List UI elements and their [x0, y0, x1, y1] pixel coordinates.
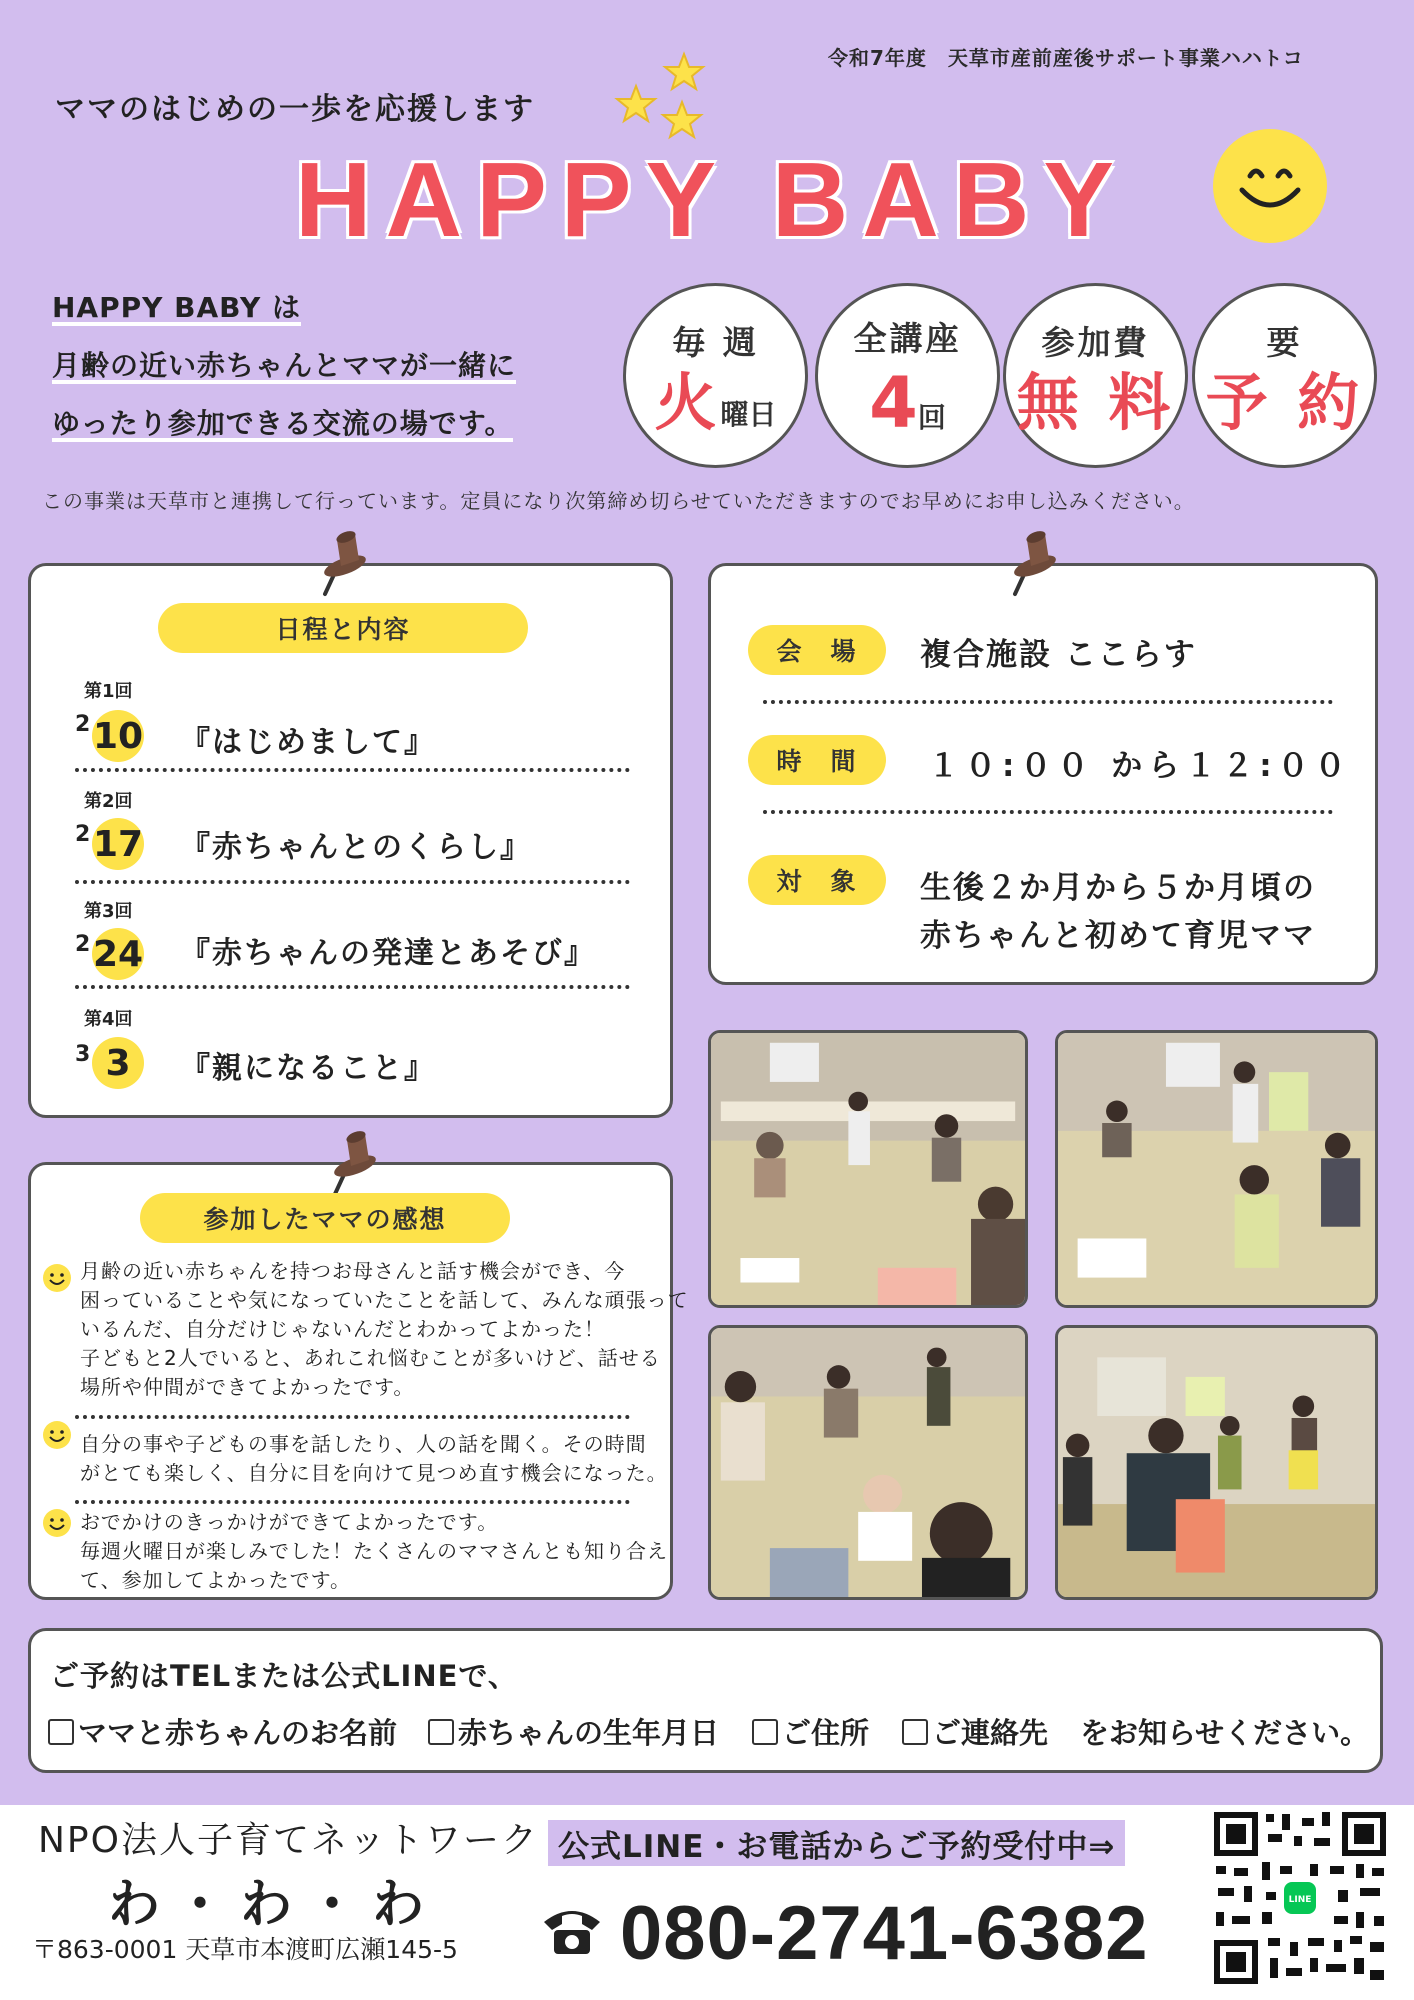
badge-sessions: 全講座 4回	[815, 283, 1000, 468]
venue-label: 会 場	[748, 625, 886, 675]
checkbox-icon	[428, 1719, 454, 1745]
impressions-heading: 参加したママの感想	[140, 1193, 510, 1243]
time-value: １０:００ から１２:００	[928, 748, 1352, 784]
badge-fee: 参加費 無 料	[1003, 283, 1188, 468]
event-photo	[1055, 1325, 1378, 1600]
pushpin-icon	[315, 530, 375, 598]
checklist-item: 赤ちゃんの生年月日	[428, 1711, 719, 1752]
session-2-title: 『赤ちゃんとのくらし』	[180, 830, 532, 865]
checklist-item: ご住所	[752, 1711, 869, 1752]
notice-text: この事業は天草市と連携して行っています。定員になり次第締め切らせていただきますのでお早めにお申し込みください。	[42, 489, 1195, 513]
line-callout: 公式LINE・お電話からご予約受付中⇒	[548, 1820, 1125, 1866]
session-4-label: 第4回	[84, 1009, 133, 1030]
tagline: ママのはじめの一歩を応援します	[55, 92, 535, 127]
divider	[763, 810, 1333, 814]
time-label: 時 間	[748, 735, 886, 785]
impression-3: おでかけのきっかけができてよかったです。 毎週火曜日が楽しみでした！たくさんのママさんとも知り合え て、参加してよかったです。	[80, 1510, 668, 1592]
impression-1: 月齢の近い赤ちゃんを持つお母さんと話す機会ができ、今 困っていることや気になっていたことを話して、みんな頑張って いるんだ、自分だけじゃないんだとわかってよかった！ 子どもと2人でいると、あれこれ悩むことが多いけど、話せる 場所や仲間ができてよかったです。	[80, 1259, 689, 1399]
session-4-day: 3	[92, 1037, 144, 1089]
smiley-icon	[42, 1263, 72, 1293]
event-photo	[708, 1325, 1028, 1600]
session-3-label: 第3回	[84, 901, 133, 922]
schedule-heading: 日程と内容	[158, 603, 528, 653]
impression-2: 自分の事や子どもの事を話したり、人の話を聞く。その時間 がとても楽しく、自分に目を向けて見つめ直す機会になった。	[80, 1432, 668, 1485]
pushpin-icon	[1005, 530, 1065, 598]
session-3-day: 24	[92, 928, 144, 980]
telephone-icon	[540, 1904, 604, 1956]
intro-line-1: HAPPY BABY は	[52, 291, 302, 324]
qr-line-badge: LINE	[1288, 1895, 1312, 1905]
event-photo	[1055, 1030, 1378, 1308]
session-2-month: 2	[75, 822, 91, 847]
session-1-day: 10	[92, 710, 144, 762]
divider	[75, 880, 630, 884]
session-2-day: 17	[92, 818, 144, 870]
program-line: 令和7年度 天草市産前産後サポート事業ハハトコ	[828, 46, 1304, 70]
intro-line-3: ゆったり参加できる交流の場です。	[52, 407, 514, 440]
divider	[763, 700, 1333, 704]
smiley-icon	[42, 1420, 72, 1450]
stars-icon	[612, 50, 722, 150]
session-4-title: 『親になること』	[180, 1051, 436, 1086]
badge-weekly: 毎 週 火曜日	[623, 283, 808, 468]
org-label: NPO法人子育てネットワーク	[38, 1820, 539, 1861]
session-2-label: 第2回	[84, 791, 133, 812]
reservation-intro: ご予約はTELまたは公式LINEで、	[50, 1659, 518, 1693]
session-1-title: 『はじめまして』	[180, 725, 436, 760]
target-label: 対 象	[748, 855, 886, 905]
qr-code-icon[interactable]	[1210, 1808, 1390, 1988]
checklist-item: ご連絡先	[902, 1711, 1048, 1752]
venue-value: 複合施設 ここらす	[920, 637, 1197, 673]
session-3-month: 2	[75, 932, 91, 957]
phone-number[interactable]: 080-2741-6382	[620, 1891, 1149, 1976]
address: 〒863-0001 天草市本渡町広瀬145-5	[32, 1935, 458, 1964]
checkbox-icon	[902, 1719, 928, 1745]
checkbox-icon	[48, 1719, 74, 1745]
page-title: HAPPY BABY	[295, 141, 1129, 259]
divider	[75, 1415, 630, 1419]
target-line-2: 赤ちゃんと初めて育児ママ	[920, 918, 1316, 954]
intro-line-2: 月齢の近い赤ちゃんとママが一緒に	[52, 349, 517, 382]
divider	[75, 768, 630, 772]
divider	[75, 1500, 630, 1504]
pushpin-icon	[325, 1130, 385, 1198]
checkbox-icon	[752, 1719, 778, 1745]
org-name: わ・わ・わ	[108, 1875, 439, 1935]
event-photo	[708, 1030, 1028, 1308]
checklist-item: ママと赤ちゃんのお名前	[48, 1711, 397, 1752]
session-3-title: 『赤ちゃんの発達とあそび』	[180, 936, 596, 971]
reservation-tail: をお知らせください。	[1080, 1716, 1370, 1750]
smiley-icon	[42, 1508, 72, 1538]
target-line-1: 生後２か月から５か月頃の	[920, 870, 1316, 906]
divider	[75, 985, 630, 989]
smiley-icon	[1212, 128, 1328, 244]
session-1-label: 第1回	[84, 681, 133, 702]
session-1-month: 2	[75, 712, 91, 737]
badge-reservation: 要 予 約	[1192, 283, 1377, 468]
session-4-month: 3	[75, 1042, 91, 1067]
